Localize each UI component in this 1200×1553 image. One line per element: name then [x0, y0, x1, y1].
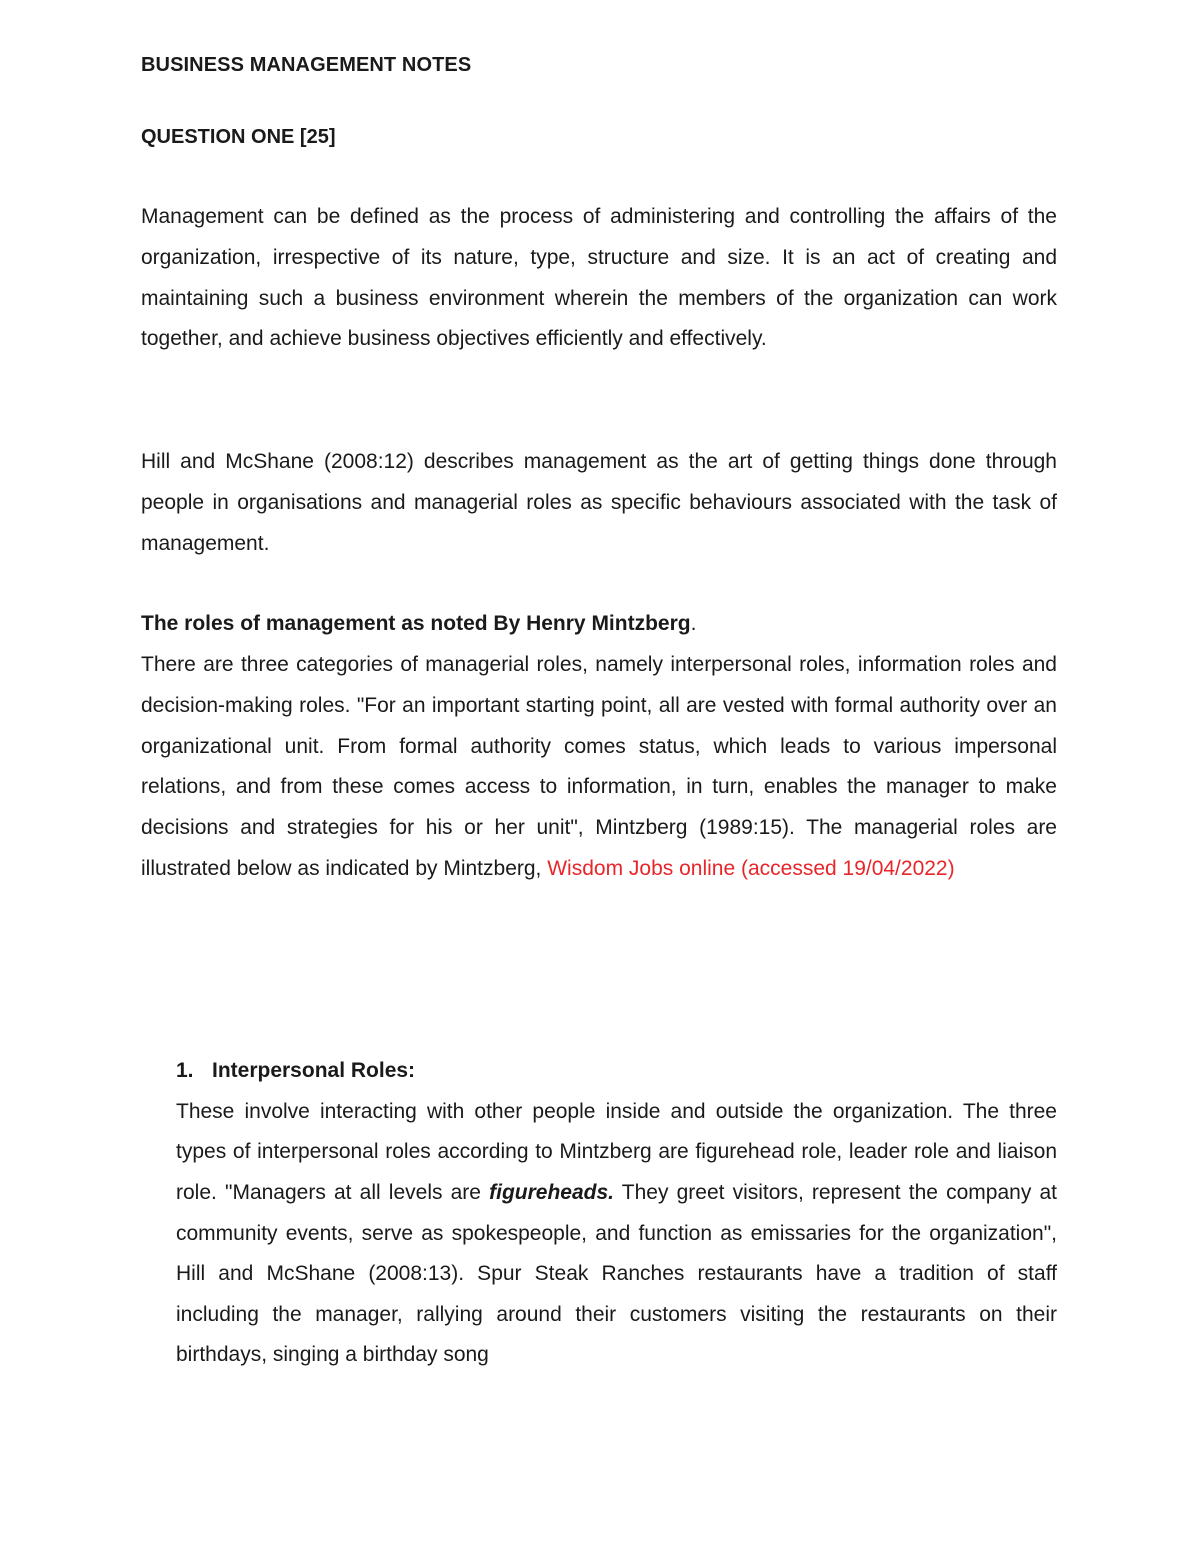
list-item-heading	[176, 1051, 1057, 1092]
roles-heading	[141, 604, 1057, 645]
paragraph-management-definition: Management can be defined as the process of administering and controlling the affairs of the organization, irrespective of its nature, type, structure and size. It is an act of creating and maintaining such a business environment wherein the members of the organization can work together, and achieve business objectives efficiently and effectively.	[141, 205, 1057, 351]
list-item-number: 1.	[176, 1059, 194, 1082]
list-item-heading-text: Interpersonal Roles:	[212, 1059, 416, 1082]
roles-heading-text: The roles of management as noted By Henry Mintzberg	[141, 612, 691, 635]
list-item-body-before: These involve interacting with other people inside and outside the organization. The three types of interpersonal roles according to Mintzberg are figurehead role, leader role and liaison role. "Managers at all levels are	[176, 1099, 1057, 1204]
paragraph-mintzberg-roles	[141, 645, 1057, 890]
citation-wisdom-jobs: Wisdom Jobs online (accessed 19/04/2022)	[547, 856, 955, 880]
paragraph-hill-mcshane: Hill and McShane (2008:12) describes management as the art of getting things done through people in organisations and managerial roles as specific behaviours associated with the task of management.	[141, 450, 1057, 555]
list-item-interpersonal-roles	[176, 1051, 1057, 1376]
roles-heading-period: .	[690, 612, 697, 635]
paragraph-mintzberg-text: There are three categories of managerial roles, namely interpersonal roles, information roles and decision-making roles. "For an important starting point, all are vested with formal authority over an organizational unit. From formal authority comes status, which leads to various impersonal relations, and from these comes access to information, in turn, enables the manager to make decisions and strategies for his or her unit", Mintzberg (1989:15). The managerial roles are illustrated below as indicated by Mintzberg,	[141, 653, 1057, 880]
list-item-body	[176, 1092, 1057, 1376]
document-title: BUSINESS MANAGEMENT NOTES	[141, 54, 472, 76]
question-heading: QUESTION ONE [25]	[141, 126, 336, 148]
list-item-body-after: They greet visitors, represent the company at community events, serve as spokespeople, and function as emissaries for the organization", Hill and McShane (2008:13). Spur Steak Ranches restaurants have a tradition of staff including the manager, rallying around their customers visiting the restaurants on their birthdays, singing a birthday song	[176, 1180, 1057, 1367]
figureheads-emphasis: figureheads.	[489, 1180, 614, 1204]
